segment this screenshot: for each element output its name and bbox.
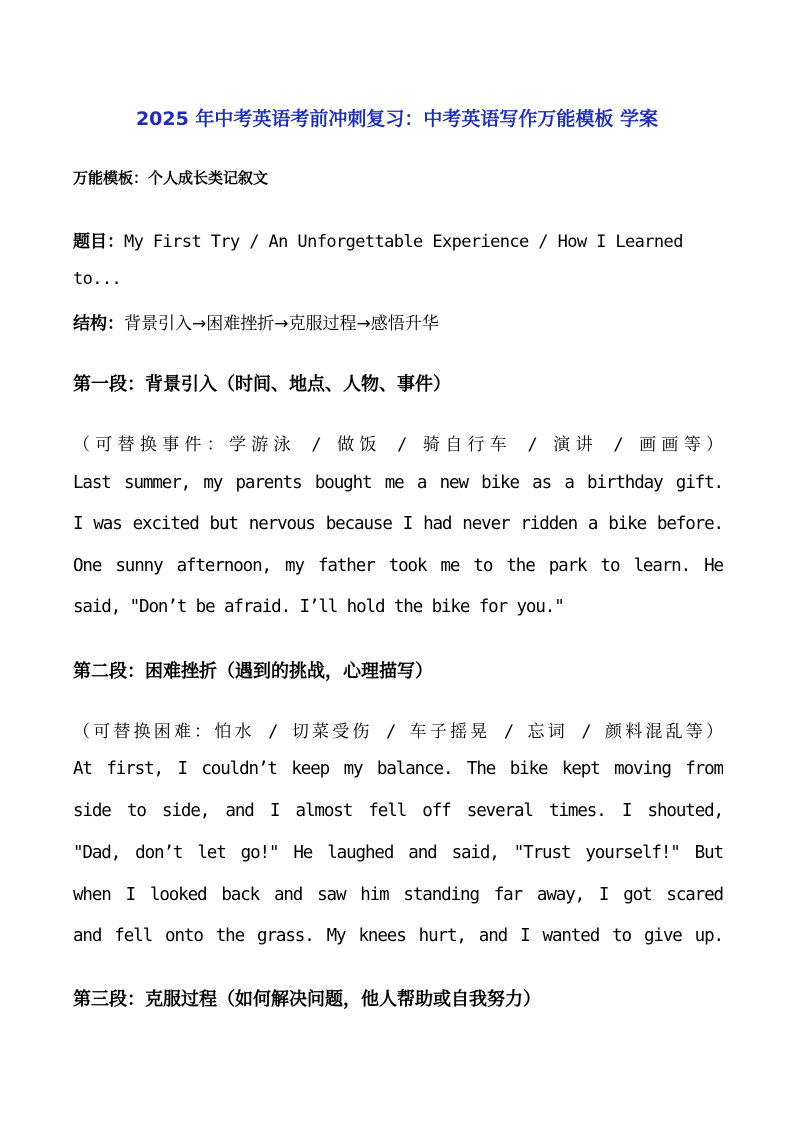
template-subtitle: 万能模板：个人成长类记叙文 xyxy=(73,169,269,187)
paragraph-1-note: （可替换事件：学游泳 / 做饭 / 骑自行车 / 演讲 / 画画等） xyxy=(73,435,723,455)
paragraph-2-line: and fell onto the grass. My knees hurt, and I wanted to give up. xyxy=(73,926,723,946)
paragraph-2-note: （可替换困难：怕水 / 切菜受伤 / 车子摇晃 / 忘词 / 颜料混乱等） xyxy=(73,722,723,742)
paragraph-1-line: said, "Don’t be afraid. I’ll hold the bike for you." xyxy=(73,597,564,617)
paragraph-2-line: when I looked back and saw him standing far away, I got scared xyxy=(73,885,723,905)
paragraph-1-line: Last summer, my parents bought me a new bike as a birthday gift. xyxy=(73,473,723,493)
topic-text: My First Try / An Unforgettable Experience / How I Learned xyxy=(124,232,683,252)
paragraph-3-heading: 第三段：克服过程（如何解决问题，他人帮助或自我努力） xyxy=(73,989,541,1010)
structure-line xyxy=(73,309,439,334)
topic-line xyxy=(73,227,683,252)
topic-continuation: to... xyxy=(73,269,122,289)
paragraph-1-line: One sunny afternoon, my father took me to the park to learn. He xyxy=(73,556,723,576)
paragraph-1-line: I was excited but nervous because I had never ridden a bike before. xyxy=(73,514,723,534)
paragraph-2-line: At first, I couldn’t keep my balance. The bike kept moving from xyxy=(73,759,723,779)
paragraph-1-heading: 第一段：背景引入（时间、地点、人物、事件） xyxy=(73,374,451,395)
topic-label: 题目： xyxy=(73,232,124,252)
paragraph-2-heading: 第二段：困难挫折（遇到的挑战，心理描写） xyxy=(73,661,433,682)
structure-text: 背景引入→困难挫折→克服过程→感悟升华 xyxy=(124,314,439,334)
paragraph-2-line: "Dad, don’t let go!" He laughed and said, "Trust yourself!" But xyxy=(73,843,723,863)
structure-label: 结构： xyxy=(73,314,124,334)
document-title: 2025 年中考英语考前冲刺复习：中考英语写作万能模板 学案 xyxy=(135,108,659,130)
paragraph-2-line: side to side, and I almost fell off several times. I shouted, xyxy=(73,801,723,821)
